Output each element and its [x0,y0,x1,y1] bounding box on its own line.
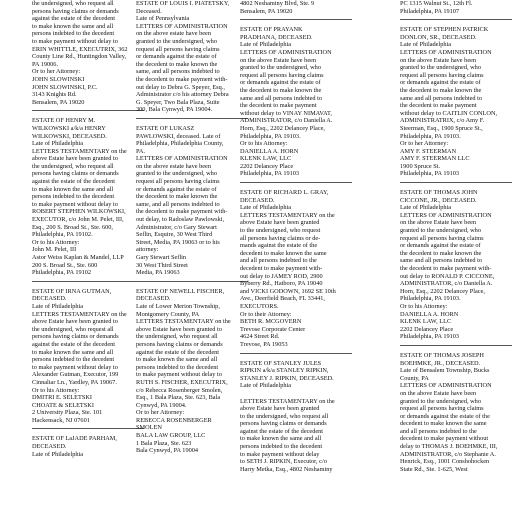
notice-text-line: EXECUTOR, c/o John M. Pelet, III, [32,216,124,224]
notice-text-line: JOHN SLOWINSKI, P.C. [32,83,98,91]
notice-text-line: LETTERS OF ADMINISTRATION [136,155,228,163]
notice-text-line: to make payment without delay to [32,200,118,208]
notice-text-line: persons indebted to the decedent [240,443,323,451]
notice-text-line: all persons having claims or de- [240,234,321,242]
column-2 [136,0,248,512]
notice-heading-line: ESTATE OF STEPHEN PATRICK [400,26,489,34]
notice-text-line: against the estate of the decedent [32,15,116,23]
notice-text-line: Philadelphia, PA 19103 [400,170,460,178]
estate-notice [240,189,352,348]
notice-heading-line: ESTATE OF HENRY M. [32,117,96,125]
notice-text-line: ADMINISTRATOR, c/o Daniella A. [400,280,493,288]
estate-notice [400,0,512,15]
notice-text-line: Astor Weiss Kaplan & Mandel, LLP [32,254,124,261]
notice-text-line: PAWLOWSKI, deceased. Late of [136,132,221,140]
notice-text-line: without delay to CAITLIN CONLON, [400,109,498,117]
estate-notice [240,26,352,178]
notice-text-line: above Estate have been granted to [136,325,222,333]
notice-heading-line: ESTATE OF LUKASZ [136,124,195,132]
notice-text-line: BETH R. MCGOVERN [240,318,302,326]
notice-divider [400,19,512,20]
notice-text-line: Philadelphia, PA 19102 [32,269,92,277]
notice-text-line: Street, Media, PA 19063 or to his [136,238,220,246]
notice-text-line: persons indebted to the decedent [32,356,115,364]
notice-text-line: decedent to make payment with- [240,265,323,272]
notice-text-line: AMY F. STEERMAN [400,147,457,155]
notice-text-line: the undersigned, who request all [136,333,218,341]
notice-text-line: 2202 Delancey Place [400,325,454,333]
notice-text-line: ERIN WHITTLE, EXECUTRIX, 362 [32,45,128,53]
notice-heading-line: ESTATE OF IRNA GUTMAN, [32,287,112,295]
notice-text-line: or demands against the estate of [400,79,481,87]
notice-text-line: Cynwyd, PA 19004. [136,401,187,409]
notice-text-line: Bensalem, PA 19020 [240,7,293,15]
notice-text-line: above Estate have been granted [240,219,320,227]
notice-text-line: DONLON, SR., DECEASED. [400,33,477,41]
notice-text-line: Or to his Attorney: [240,140,288,148]
notice-text-line: AMY F. STEERMAN LLC [400,155,470,163]
notice-text-line: DECEASED. [32,295,67,303]
notice-text-line: and all persons indebted to the [400,427,477,435]
estate-notice [32,435,144,458]
notice-text-line: Horn, Esq., 2202 Delancey Place, [400,287,485,295]
notice-text-line: WILKOWSKI a/k/a HENRY [32,124,106,132]
notice-text-line: out delay, to Radoslaw Pawlowski, [136,216,225,224]
estate-notice [400,26,512,178]
notice-text-line: Late of Pennsylvania [136,15,190,23]
notice-text-line: JOHN SLOWINSKI [32,75,85,83]
notice-text-line: delay to THOMAS J. BOEHMKE, III, [400,443,498,451]
estate-notice [136,0,248,114]
notice-text-line: Philadelphia, PA 19103 [400,333,460,341]
notice-text-line: 3143 Knights Rd. [32,91,77,99]
notice-text-line: STANLEY J. RIPKIN, DECEASED. [240,374,334,382]
notice-text-line: County, PA [400,374,429,382]
notice-text-line: same and all persons indebted to [240,94,323,102]
notice-text-line: to make known the same and all [240,435,322,443]
notice-text-line: same and all persons indebted to [400,257,483,265]
notice-text-line: request all persons having claims [400,71,484,79]
notice-text-line: to make known the same and all [32,22,114,30]
notice-text-line: persons indebted to the decedent [32,193,115,201]
notice-text-line: ADMINISTRATOR, c/o Daniella A. [240,117,333,125]
notice-text-line: request all persons having claims [240,71,324,79]
notice-text-line: granted to the undersigned, who [400,397,481,405]
notice-text-line: 1900 Spruce St. [400,162,441,170]
notice-heading-line: ESTATE OF THOMAS JOHN [400,189,478,197]
notice-text-line: REBECCA ROSENBERGER [136,416,212,424]
notice-text-line: persons having claims or demands [32,7,119,15]
notice-text-line: or demands against the estate of the [400,412,490,420]
notice-text-line: Gary Stewart Seflin [136,254,187,261]
notice-text-line: or demands against the estate of [136,185,217,193]
notice-text-line: Esq., 200 S. Broad St., Ste. 600, [32,223,113,231]
notice-text-line: granted to the undersigned, who [240,64,321,72]
notice-text-line: SMOLEN [136,424,162,432]
notice-text-line: Late of Philadelphia [400,41,452,49]
notice-text-line [240,390,352,398]
notice-text-line: granted to the undersigned, who [136,37,217,45]
estate-notice [240,360,352,474]
notice-text-line: to make payment without delay to [32,37,118,45]
notice-text-line: LETTERS OF ADMINISTRATION [400,211,492,219]
notice-text-line: persons indebted to the decedent [32,30,115,38]
notice-text-line: c/o Rebecca Rosenberger Smolen, [136,386,223,394]
notice-text-line: request all persons having claims [136,45,220,53]
notice-text-line: on the above Estate have been [400,389,477,397]
estate-notice [240,0,352,15]
notice-text-line: RUTH S. FISCHER, EXECUTRIX, [136,378,228,386]
notice-text-line: Late of Philadelphia [240,41,292,49]
notice-divider [240,182,352,183]
notice-text-line: 30 West Third Street [136,261,188,269]
notice-divider [32,110,144,111]
notice-text-line: the decedent to make payment with- [400,265,492,272]
notice-text-line: DECEASED. [136,295,171,303]
estate-notice [400,189,512,341]
notice-text-line: LETTERS OF ADMINISTRATION [400,48,492,56]
notice-text-line: BOEHMKE, JR., DECEASED. [400,359,481,367]
notice-text-line: Alexander Gutman, Executor, 199 [32,371,119,379]
notice-text-line: 300, Bala Cynwyd, PA 19004. [136,106,213,114]
notice-text-line: CICCONE, JR., DECEASED. [400,196,477,204]
notice-text-line: the decedent to make known the [400,86,482,94]
notice-text-line: on the above estate have been [136,30,212,38]
notice-text-line: the decedent to make known the [136,193,218,201]
notice-text-line: LETTERS TESTAMENTARY on the [32,147,127,155]
notice-text-line: on the above estate have been [136,162,212,170]
notice-text-line: Horn, Esq., 2202 Delancey Place, [240,124,325,132]
notice-text-line: the decedent to make payment with- [136,208,228,216]
notice-text-line: Philadelphia, PA 19103. [240,132,301,140]
notice-divider [136,281,248,282]
notice-text-line: against the estate of the decedent [32,178,116,186]
notice-heading-line: ESTATE OF LOUIS I. PIATETSKY, [136,0,230,7]
notice-text-line: without delay to VINAY NIMAVAT, [240,109,332,117]
notice-text-line: Hackensack, NJ 07601 [32,416,90,424]
notice-text-line: Or to his Attorney: [32,238,80,246]
notice-text-line: Media, PA 19063 [136,269,180,277]
notice-heading-line: ESTATE OF STANLEY JULES [240,359,322,367]
notice-text-line: request all persons having claims [400,234,484,242]
notice-text-line: against the estate of the decedent [136,348,220,356]
notice-text-line: ADMINISTRATOR, c/o Stephanie A. [400,450,496,458]
notice-text-line: Bala Cynwyd, PA 19004 [136,447,199,455]
notice-text-line: on the above Estate have been [400,219,477,227]
notice-text-line: request all persons having claims [136,178,220,186]
notice-text-line: the decedent to make payment with- [136,75,228,83]
notice-divider [400,182,512,183]
notice-text-line: to make known the same and all [136,356,218,364]
notice-text-line: decedent to make known the same [400,420,487,428]
notice-text-line: Administrator c/o his attorney Debra [136,91,229,99]
notice-text-line: out delay to Debra G. Speyer, Esq., [136,83,225,91]
notice-text-line: Administrator, c/o Gary Stewart [136,223,217,231]
notice-text-line: Late of Philadelphia [32,302,84,310]
notice-text-line: G. Speyer, Two Bala Plaza, Suite [136,98,220,106]
notice-text-line: Late of Philadelphia [240,204,292,212]
notice-heading-line: ESTATE OF LaJADE PARHAM, [32,435,117,443]
notice-text-line: Philadelphia, PA 19107 [400,7,460,15]
notice-text-line: RIPKIN a/k/a STANLEY RIPKIN, [240,367,329,375]
notice-text-line: or demands against the estate of [400,242,481,250]
notice-text-line: the decedent to make known the [136,60,218,68]
notice-divider [136,118,248,119]
notice-text-line: PA. [136,147,146,155]
notice-heading-line: 4802 Neshaminy Blvd, Ste. 9 [240,0,315,7]
notice-text-line: the decedent to make known the [240,86,322,94]
notice-text-line: 2 University Plaza, Ste. 101 [32,409,103,417]
notice-text-line: to make payment without delay to [32,363,118,371]
notice-text-line: LETTERS TESTAMENTARY on the [240,397,335,405]
notice-text-line: and VICKI GODOWN, 1692 SE 10th [240,287,336,295]
notice-text-line: Or to their Attorney: [240,310,292,318]
notice-text-line: DECEASED. [240,196,275,204]
notice-text-line: Trevose, PA 19053 [240,340,288,348]
notice-text-line: above Estate have been granted to [32,155,118,163]
notice-text-line: to make payment without delay to [136,371,222,379]
notice-text-line: DECEASED. [32,443,67,451]
notice-text-line: to make known the same and all [32,185,114,193]
notice-divider [240,19,352,20]
notice-text-line: persons indebted to the decedent [136,363,219,371]
notice-text-line: persons having claims or demands [32,170,119,178]
notice-text-line: 4624 Street Rd. [240,333,280,341]
notice-text-line: Bensalem, PA 19020 [32,98,85,106]
notice-text-line: ROBERT STEPHEN WILKOWSKI, [32,208,126,216]
notice-text-line: to SETH J. RIPKIN, Executor, c/o [240,458,327,466]
notice-text-line: LETTERS TESTAMENTARY on the [32,310,127,318]
notice-text-line: County Line Rd., Huntingdon Valley, [32,53,127,61]
notice-text-line: on the above Estate have been [240,56,317,64]
notice-text-line: Esq., 1 Bala Plaza, Ste. 623, Bala [136,394,221,402]
notice-text-line: LETTERS TESTAMENTARY on the [240,211,335,219]
notice-text-line: or demands against the estate of [136,53,217,61]
notice-text-line: DANIELLA A. HORN [240,147,299,155]
notice-text-line: above Estate have been granted to [32,318,118,326]
notice-text-line: same, and all persons indebted to [136,200,220,208]
estate-notice [400,352,512,474]
notice-text-line: and all persons indebted to the [240,257,317,265]
notice-divider [32,281,144,282]
notice-text-line: 200 S. Broad St., Ste. 600 [32,261,98,269]
notice-text-line: WILKOWSKI, DECEASED. [32,132,107,140]
notice-text-line: Or to his Attorney: [32,386,80,394]
column-1 [32,0,144,512]
notice-text-line: EXECUTORS. [240,302,279,310]
notice-text-line: above Estate have been granted [240,405,320,413]
notice-text-line: Philadelphia, PA 19103. [400,132,461,140]
notice-text-line: granted to the undersigned, who [136,170,217,178]
notice-text-line: out delay to RONALD P. CICCONE, [400,272,495,280]
notice-text-line: KLENK LAW, LLC [240,155,292,163]
notice-text-line: decedent to make known the same [240,249,327,257]
notice-text-line: Steerman, Esq., 1900 Spruce St., [400,124,483,132]
notice-text-line: Seflin, Esquire, 30 West Third [136,231,213,239]
notice-text-line: the decedent to make known the [400,249,482,257]
notice-text-line: Philadelphia, PA 19103. [400,295,461,303]
notice-text-line: to make known the same and all [32,348,114,356]
notice-text-line: granted to the undersigned, who [400,227,481,235]
notice-text-line: Late of Philadelphia [400,204,452,212]
notice-heading-line: ESTATE OF THOMAS JOSEPH [400,351,484,359]
notice-text-line: Philadelphia, Philadelphia County, [136,140,224,148]
notice-divider [32,428,144,429]
notice-text-line: CHOATE & SELETSKI [32,401,94,409]
estate-notice [136,288,248,455]
notice-text-line: the undersigned, who request all [32,162,114,170]
notice-text-line: Trevose Corporate Center [240,325,306,333]
notice-text-line: John M. Pelet, III [32,246,77,254]
notice-divider [240,353,352,354]
notice-text-line: 1 Bala Plaza, Ste. 623 [136,439,192,447]
notice-text-line: same, and all persons indebted to [136,68,220,76]
notice-text-line: Philadelphia, PA 19102. [32,231,93,239]
notice-divider [400,345,512,346]
notice-text-line: LETTERS OF ADMINISTRATION [400,382,492,390]
notice-text-line: Late of Philadelphia [32,450,84,458]
notice-text-line: Late of Philadelphia [240,382,292,390]
notice-text-line: the undersigned, who request all [32,325,114,333]
notice-text-line: against the estate of the decedent [240,427,324,435]
notice-text-line: 2202 Delancey Place [240,162,294,170]
notice-text-line: Philadelphia, PA 19103 [240,170,300,178]
column-3 [240,0,352,512]
notice-text-line: on the above Estate have been [400,56,477,64]
notice-text-line: PRADHANA, DECEASED. [240,33,313,41]
notice-text-line: LETTERS OF ADMINISTRATION [240,48,332,56]
notice-text-line: LETTERS TESTAMENTARY on the [136,318,231,326]
notice-text-line: to make payment without delay [240,450,320,458]
notice-text-line: Late of Lower Merion Township, [136,302,220,310]
estate-notice [32,288,144,425]
notice-text-line: or demands against the estate of [240,79,321,87]
notice-text-line: Or to his Attorney: [400,302,448,310]
notice-text-line: PA 19006. [32,60,59,68]
notice-text-line: DMITRI E. SELETSKI [32,394,92,402]
notice-text-line: Byberry Rd., Hatboro, PA 19040 [240,280,323,288]
notice-text-line: persons having claims or demands [32,333,119,341]
notice-heading-line: ESTATE OF PRAYANK [240,26,303,34]
notice-text-line: mands against the estate of the [240,242,318,250]
notice-text-line: request all persons having claims [400,405,484,413]
notice-heading-line: ESTATE OF RICHARD L. GRAY, [240,189,329,197]
notice-text-line: same and all persons indebted to [400,94,483,102]
notice-text-line: to the undersigned, who request [240,227,321,235]
notice-heading-line: the undersigned, who request all [32,0,114,7]
notice-text-line: Or to her Attorney: [136,409,185,417]
notice-heading-line: PC 1315 Walnut St., 12th Fl. [400,0,473,7]
notice-text-line: against the estate of the decedent [32,340,116,348]
notice-text-line: KLENK LAW, LLC [400,318,452,326]
notice-text-line: decedent to make payment without [400,435,489,443]
notice-text-line: Or to her Attorney: [32,68,81,76]
estate-notice [32,0,144,106]
estate-notice [32,117,144,276]
notice-text-line: Or to her Attorney: [400,140,449,148]
column-4 [400,0,512,512]
notice-text-line: State Rd., Ste. 1-625, West [400,465,468,473]
notice-text-line: ADMINISTRATRIX, c/o Amy F. [400,117,485,125]
notice-text-line: persons having claims or demands [136,340,223,348]
notice-text-line: Henrick, Esq., 1001 Conshohocken [400,458,490,466]
notice-text-line: Montgomery County, PA [136,310,200,318]
notice-text-line: BALA LAW GROUP, LLC [136,432,206,440]
notice-text-line: Deceased. [136,7,162,15]
notice-text-line: Harry Metka, Esq., 4802 Neshaminy [240,465,333,473]
notice-text-line: persons having claims or demands [240,420,327,428]
notice-text-line: LETTERS OF ADMINISTRATION [136,22,228,30]
notice-text-line: Cinnaltar Ln., Yardley, PA 19067. [32,378,117,386]
notice-text-line: DANIELLA A. HORN [400,310,459,318]
notice-text-line: attorney: [136,246,159,254]
notice-heading-line: ESTATE OF NEWELL FISCHER, [136,287,225,295]
notice-text-line: to the undersigned, who request all [240,412,329,420]
notice-text-line: the decedent to make payment [400,102,477,110]
notice-text-line: Late of Bensalem Township, Bucks [400,367,490,375]
notice-text-line: Ave., Deerfield Beach, FL 33441, [240,295,325,303]
estate-notice [136,125,248,277]
notice-text-line: the decedent to make payment [240,102,317,110]
notice-text-line: out delay to JAMEY ROD, 2900 [240,272,323,280]
notice-text-line: Late of Philadelphia [32,140,84,148]
notice-text-line: granted to the undersigned, who [400,64,481,72]
